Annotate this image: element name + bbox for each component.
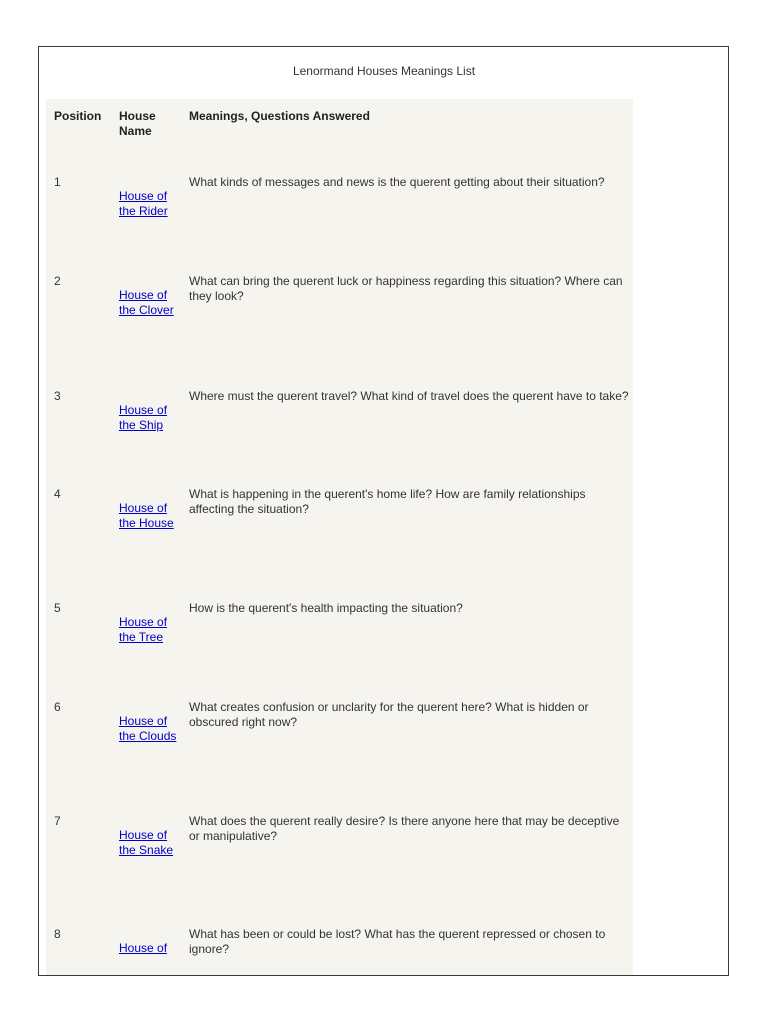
house-link[interactable]: House of the Ship (119, 403, 168, 432)
row-meaning: What is happening in the querent's home life? How are family relationships affecting the situation? (189, 487, 586, 516)
row-house-name (119, 189, 179, 219)
house-link[interactable]: House of the Clouds (119, 714, 177, 743)
row-house-name (119, 828, 179, 858)
row-house-name (119, 501, 179, 531)
house-link[interactable]: House of the Snake (119, 828, 174, 857)
row-house-name (119, 941, 179, 956)
row-meaning: What has been or could be lost? What has the querent repressed or chosen to ignore? (189, 927, 606, 956)
page-title: Lenormand Houses Meanings List (292, 64, 476, 78)
row-position: 8 (54, 927, 61, 941)
house-link[interactable]: House of the Rider (119, 189, 168, 218)
house-link[interactable]: House of the Clover (119, 288, 174, 317)
row-meaning: What can bring the querent luck or happiness regarding this situation? Where can they look? (189, 274, 623, 303)
row-position: 3 (54, 389, 61, 403)
row-position: 6 (54, 700, 61, 714)
row-meaning: What creates confusion or unclarity for the querent here? What is hidden or obscured right now? (189, 700, 589, 729)
row-house-name (119, 288, 179, 318)
row-position: 1 (54, 175, 61, 189)
house-link[interactable]: House of the Tree (119, 615, 168, 644)
row-house-name (119, 403, 179, 433)
row-house-name (119, 714, 179, 744)
row-meaning: What does the querent really desire? Is there anyone here that may be deceptive or manipulative? (189, 814, 620, 843)
house-link[interactable]: House of the House (119, 501, 174, 530)
header-meanings: Meanings, Questions Answered (189, 109, 370, 123)
houses-table (46, 99, 633, 976)
row-meaning: How is the querent's health impacting the situation? (189, 601, 463, 615)
house-link[interactable]: House of (119, 941, 168, 955)
row-meaning: Where must the querent travel? What kind of travel does the querent have to take? (189, 389, 629, 403)
row-position: 4 (54, 487, 61, 501)
row-position: 2 (54, 274, 61, 288)
row-position: 7 (54, 814, 61, 828)
row-position: 5 (54, 601, 61, 615)
row-house-name (119, 615, 179, 645)
header-house-name: House Name (119, 109, 156, 138)
row-meaning: What kinds of messages and news is the querent getting about their situation? (189, 175, 605, 189)
document-page (38, 46, 729, 976)
header-position: Position (54, 109, 102, 123)
